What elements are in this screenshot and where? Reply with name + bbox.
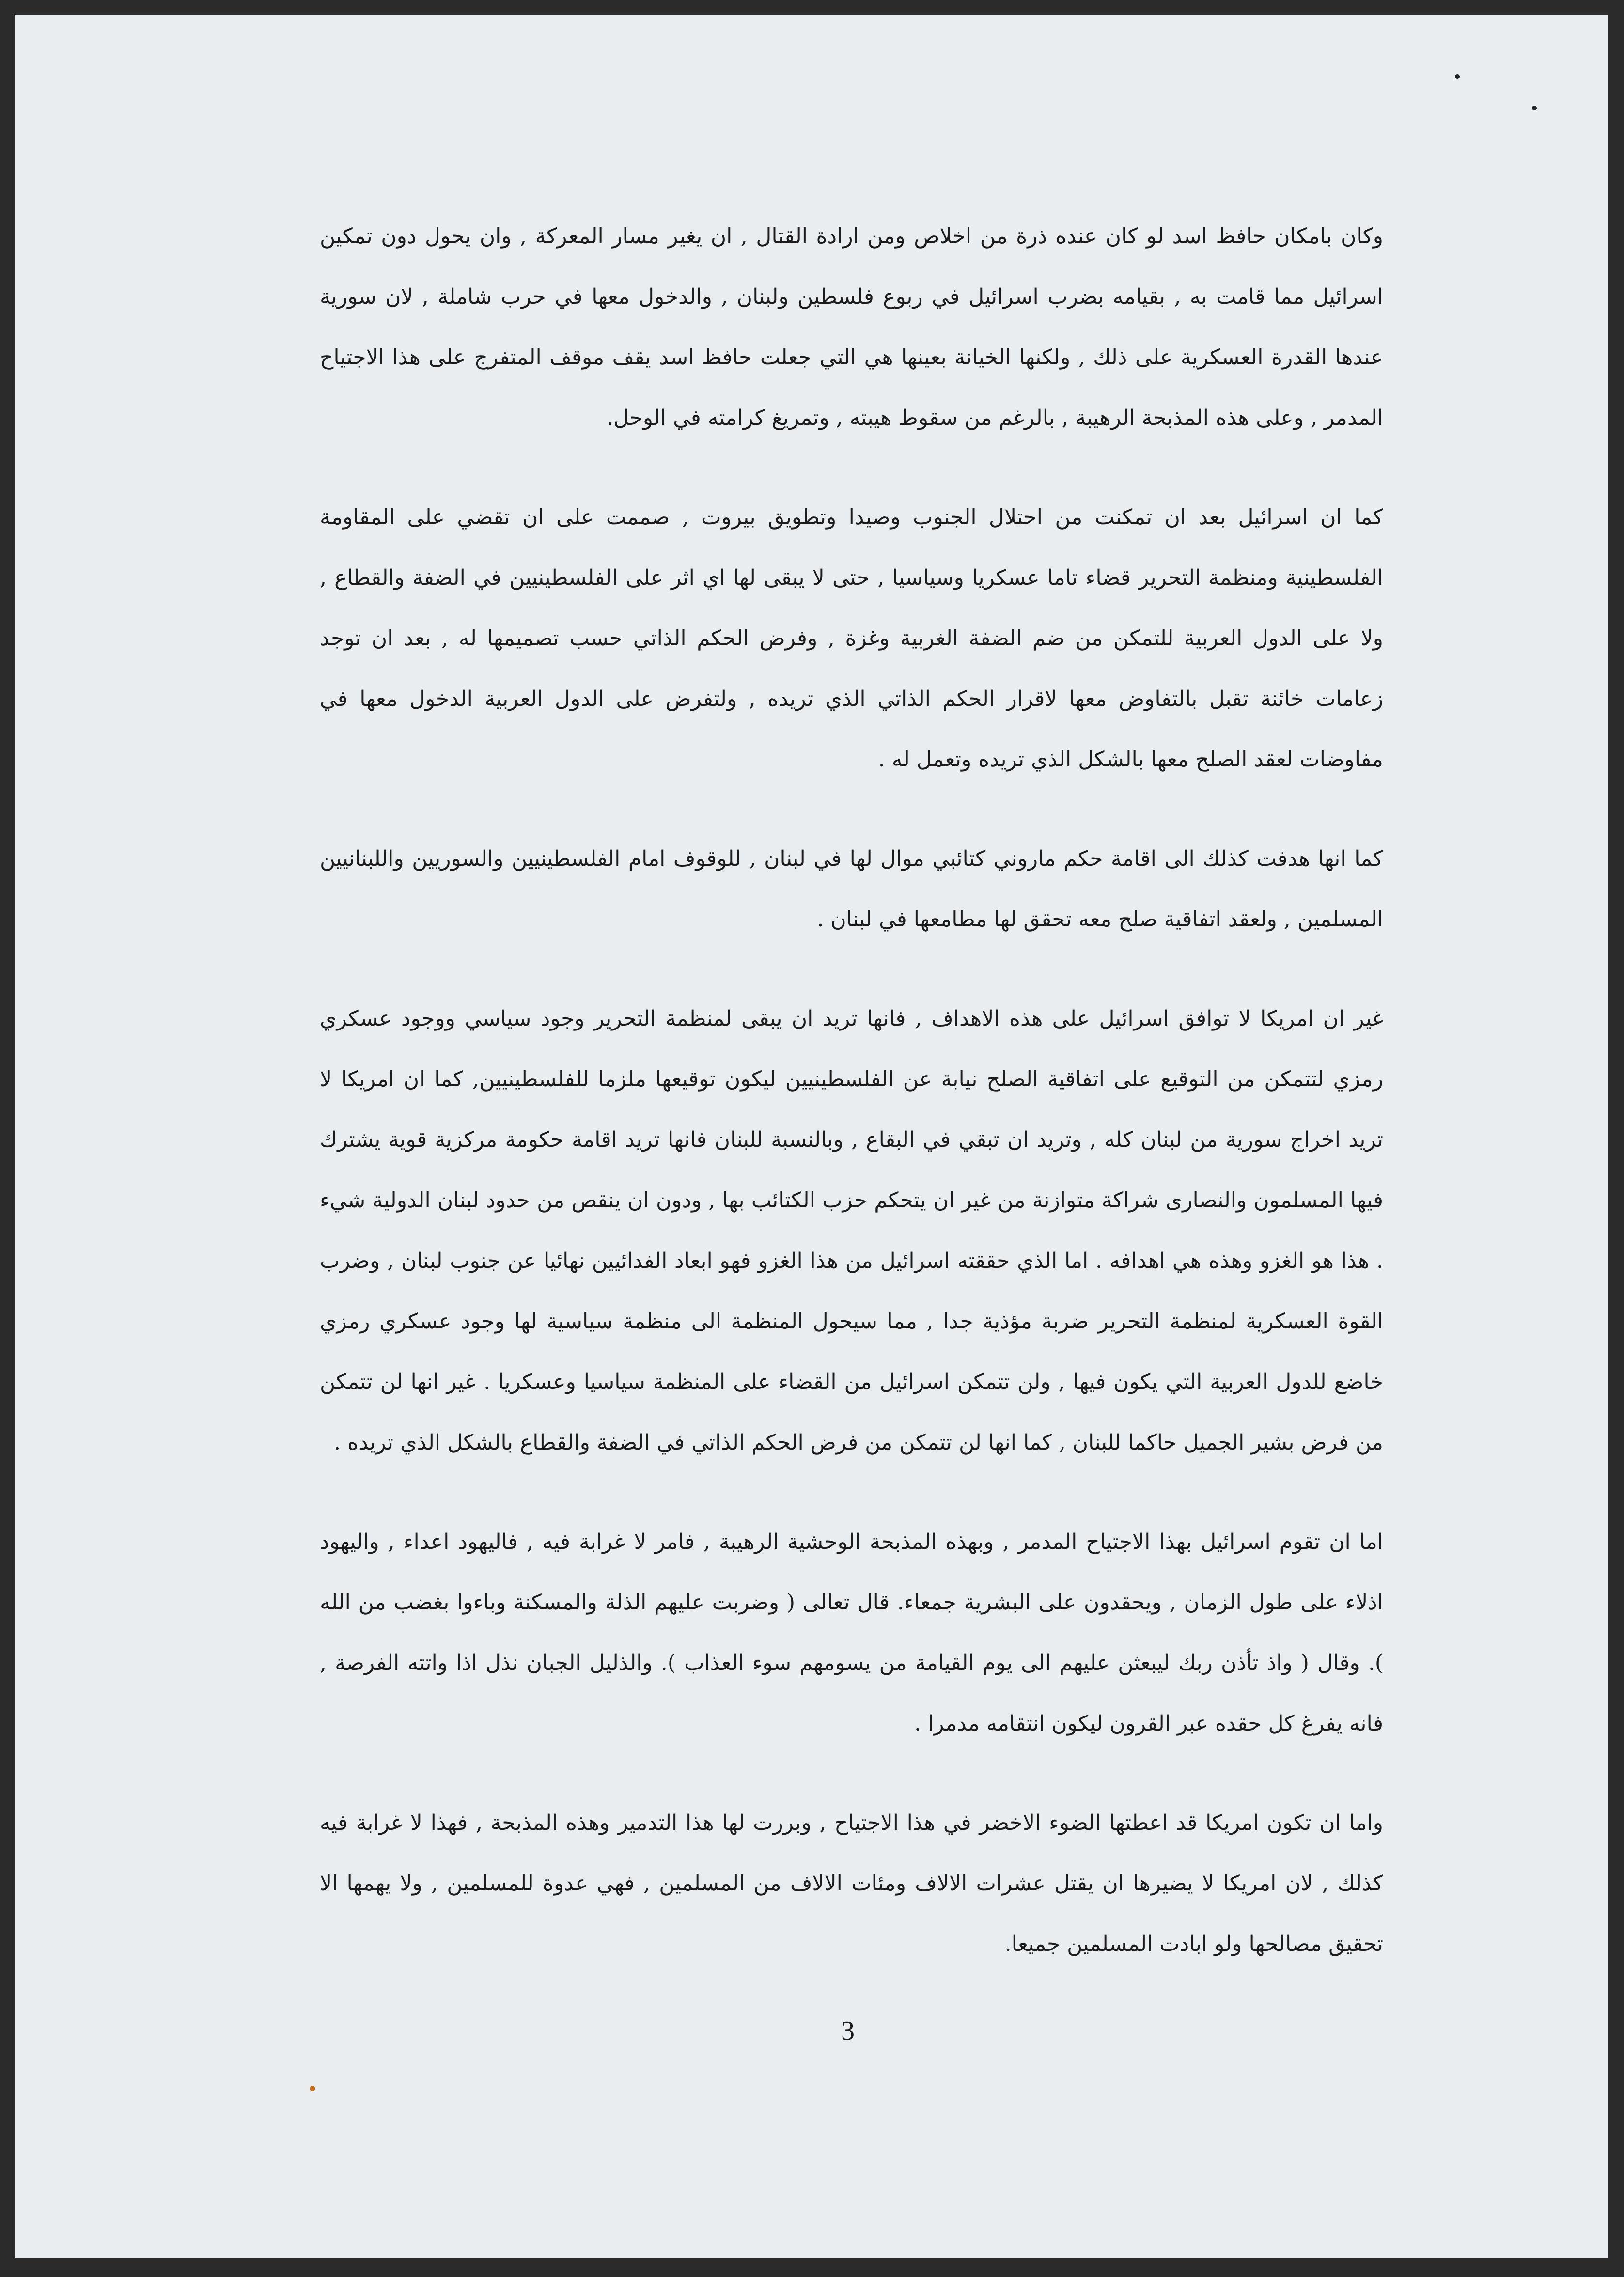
ink-speck — [310, 2086, 315, 2091]
paragraph: واما ان تكون امريكا قد اعطتها الضوء الاخضر في هذا الاجتياح , وبررت لها هذا التدمير وهذه المذبحة , فهذا لا غرابة فيه كذلك , لان امريكا لا يضيرها ان يقتل عشرات الالاف ومئات الالاف من المسلمين , فهي عدوة للمسلمين , ولا يهمها الا تحقيق مصالحها ولو ابادت المسلمين جميعا. — [320, 1810, 1383, 1956]
ink-speck — [1455, 74, 1460, 79]
paragraph: وكان بامكان حافظ اسد لو كان عنده ذرة من اخلاص ومن ارادة القتال , ان يغير مسار المعركة , وان يحول دون تمكين اسرائيل مما قامت به , بقيامه بضرب اسرائيل في ربوع فلسطين ولبنان , والدخول معها في حرب شاملة , لان سورية عندها القدرة العسكرية على ذلك , ولكنها الخيانة بعينها هي التي جعلت حافظ اسد يقف موقف المتفرج على هذا الاجتياح المدمر , وعلى هذه المذبحة الرهيبة , بالرغم من سقوط هيبته , وتمريغ كرامته في الوحل. — [320, 224, 1383, 430]
paragraph: كما ان اسرائيل بعد ان تمكنت من احتلال الجنوب وصيدا وتطويق بيروت , صممت على ان تقضي على المقاومة الفلسطينية ومنظمة التحرير قضاء تاما عسكريا وسياسيا , حتى لا يبقى لها اي اثر على الفلسطينيين في الضفة والقطاع , ولا على الدول العربية للتمكن من ضم الضفة الغربية وغزة , وفرض الحكم الذاتي حسب تصميمها له , بعد ان توجد زعامات خائنة تقبل بالتفاوض معها لاقرار الحكم الذاتي الذي تريده , ولتفرض على الدول العربية الدخول معها في مفاوضات لعقد الصلح معها بالشكل الذي تريده وتعمل له . — [320, 505, 1384, 772]
document-body — [320, 206, 1383, 2013]
document-page — [15, 15, 1608, 2258]
page-number: 3 — [841, 2016, 855, 2046]
paragraph: كما انها هدفت كذلك الى اقامة حكم ماروني كتائبي موال لها في لبنان , للوقوف امام الفلسطينيين والسوريين واللبنانيين المسلمين , ولعقد اتفاقية صلح معه تحقق لها مطامعها في لبنان . — [320, 846, 1384, 932]
ink-speck — [1532, 106, 1537, 110]
paragraph: اما ان تقوم اسرائيل بهذا الاجتياح المدمر , وبهذه المذبحة الوحشية الرهيبة , فامر لا غرابة فيه , فاليهود اعداء , واليهود اذلاء على طول الزمان , ويحقدون على البشرية جمعاء. قال تعالى ( وضربت عليهم الذلة والمسكنة وباءوا بغضب من الله ). وقال ( واذ تأذن ربك ليبعثن عليهم الى يوم القيامة من يسومهم سوء العذاب ). والذليل الجبان نذل اذا واتته الفرصة , فانه يفرغ كل حقده عبر القرون ليكون انتقامه مدمرا . — [320, 1529, 1383, 1736]
paragraph: غير ان امريكا لا توافق اسرائيل على هذه الاهداف , فانها تريد ان يبقى لمنظمة التحرير وجود سياسي ووجود عسكري رمزي لتتمكن من التوقيع على اتفاقية الصلح نيابة عن الفلسطينيين ليكون توقيعها ملزما للفلسطينيين, كما ان امريكا لا تريد اخراج سورية من لبنان كله , وتريد ان تبقي في البقاع , وبالنسبة للبنان فانها تريد اقامة حكومة مركزية قوية يشترك فيها المسلمون والنصارى شراكة متوازنة من غير ان يتحكم حزب الكتائب بها , ودون ان ينقص من حدود لبنان الدولية شيء . هذا هو الغزو وهذه هي اهدافه . اما الذي حققته اسرائيل من هذا الغزو فهو ابعاد الفدائيين نهائيا عن جنوب لبنان , وضرب القوة العسكرية لمنظمة التحرير ضربة مؤذية جدا , مما سيحول المنظمة الى منظمة سياسية لها وجود عسكري رمزي خاضع للدول العربية التي يكون فيها , ولن تتمكن اسرائيل من القضاء على المنظمة سياسيا وعسكريا . غير انها لن تتمكن من فرض بشير الجميل حاكما للبنان , كما انها لن تتمكن من فرض الحكم الذاتي في الضفة والقطاع بالشكل الذي تريده . — [320, 1006, 1384, 1455]
